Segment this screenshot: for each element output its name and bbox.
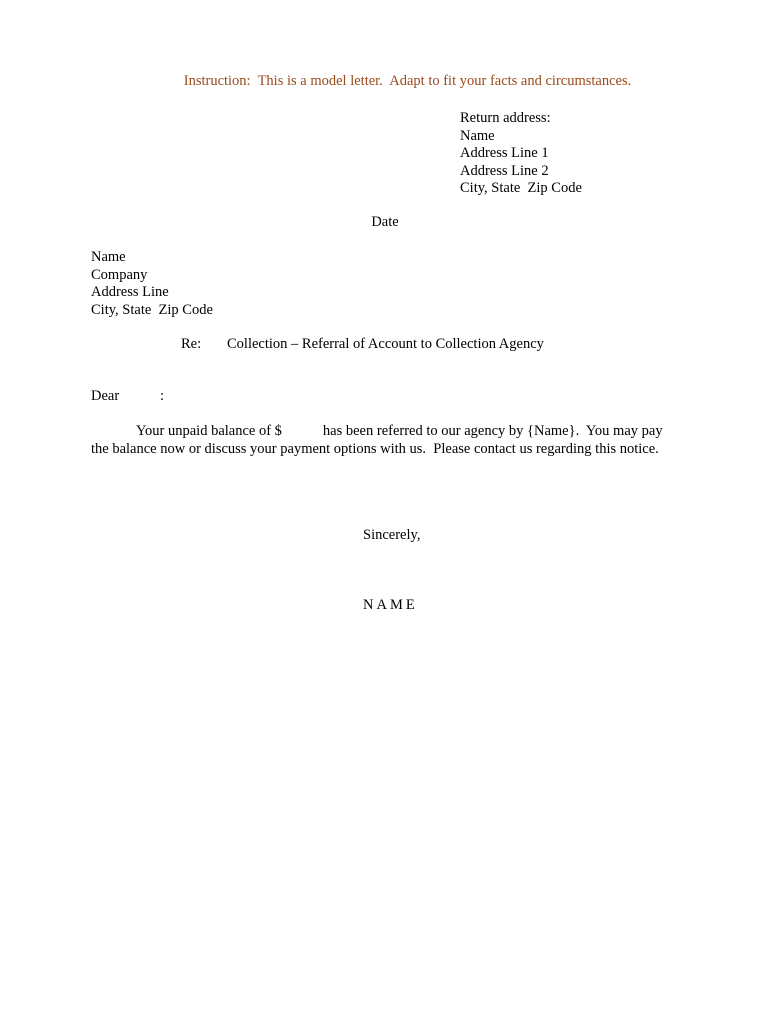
subject-line bbox=[181, 336, 544, 354]
body-line-1 bbox=[91, 423, 691, 441]
return-address-line-1: Address Line 1 bbox=[460, 145, 549, 161]
body-line-1-end: has been referred to our agency by {Name}. You may pay bbox=[322, 423, 663, 439]
recipient-city-state-zip: City, State Zip Code bbox=[91, 301, 213, 318]
body-line-1-start: Your unpaid balance of $ bbox=[136, 423, 282, 439]
recipient-company: Company bbox=[91, 266, 148, 283]
recipient-address-block bbox=[91, 249, 213, 319]
return-address-line-2: Address Line 2 bbox=[460, 162, 549, 179]
return-address-heading: Return address: bbox=[460, 110, 551, 126]
return-address-city-state-zip: City, State Zip Code bbox=[460, 180, 582, 196]
return-address-name: Name bbox=[460, 127, 495, 144]
subject-label: Re: bbox=[181, 336, 202, 352]
return-address-block bbox=[460, 110, 582, 198]
instruction-note: Instruction: This is a model letter. Adapt to fit your facts and circumstances. bbox=[183, 73, 632, 89]
letter-date: Date bbox=[371, 214, 399, 230]
recipient-name: Name bbox=[91, 249, 126, 265]
recipient-address-line: Address Line bbox=[91, 284, 169, 300]
body-paragraph bbox=[91, 423, 691, 458]
salutation-colon: : bbox=[160, 388, 165, 404]
subject-text: Collection – Referral of Account to Collection Agency bbox=[227, 336, 544, 352]
signature-name: NAME bbox=[363, 597, 418, 613]
body-line-2: the balance now or discuss your payment options with us. Please contact us regarding this notice. bbox=[91, 440, 659, 457]
salutation bbox=[91, 388, 164, 406]
closing: Sincerely, bbox=[363, 527, 421, 543]
salutation-dear: Dear bbox=[91, 388, 120, 404]
